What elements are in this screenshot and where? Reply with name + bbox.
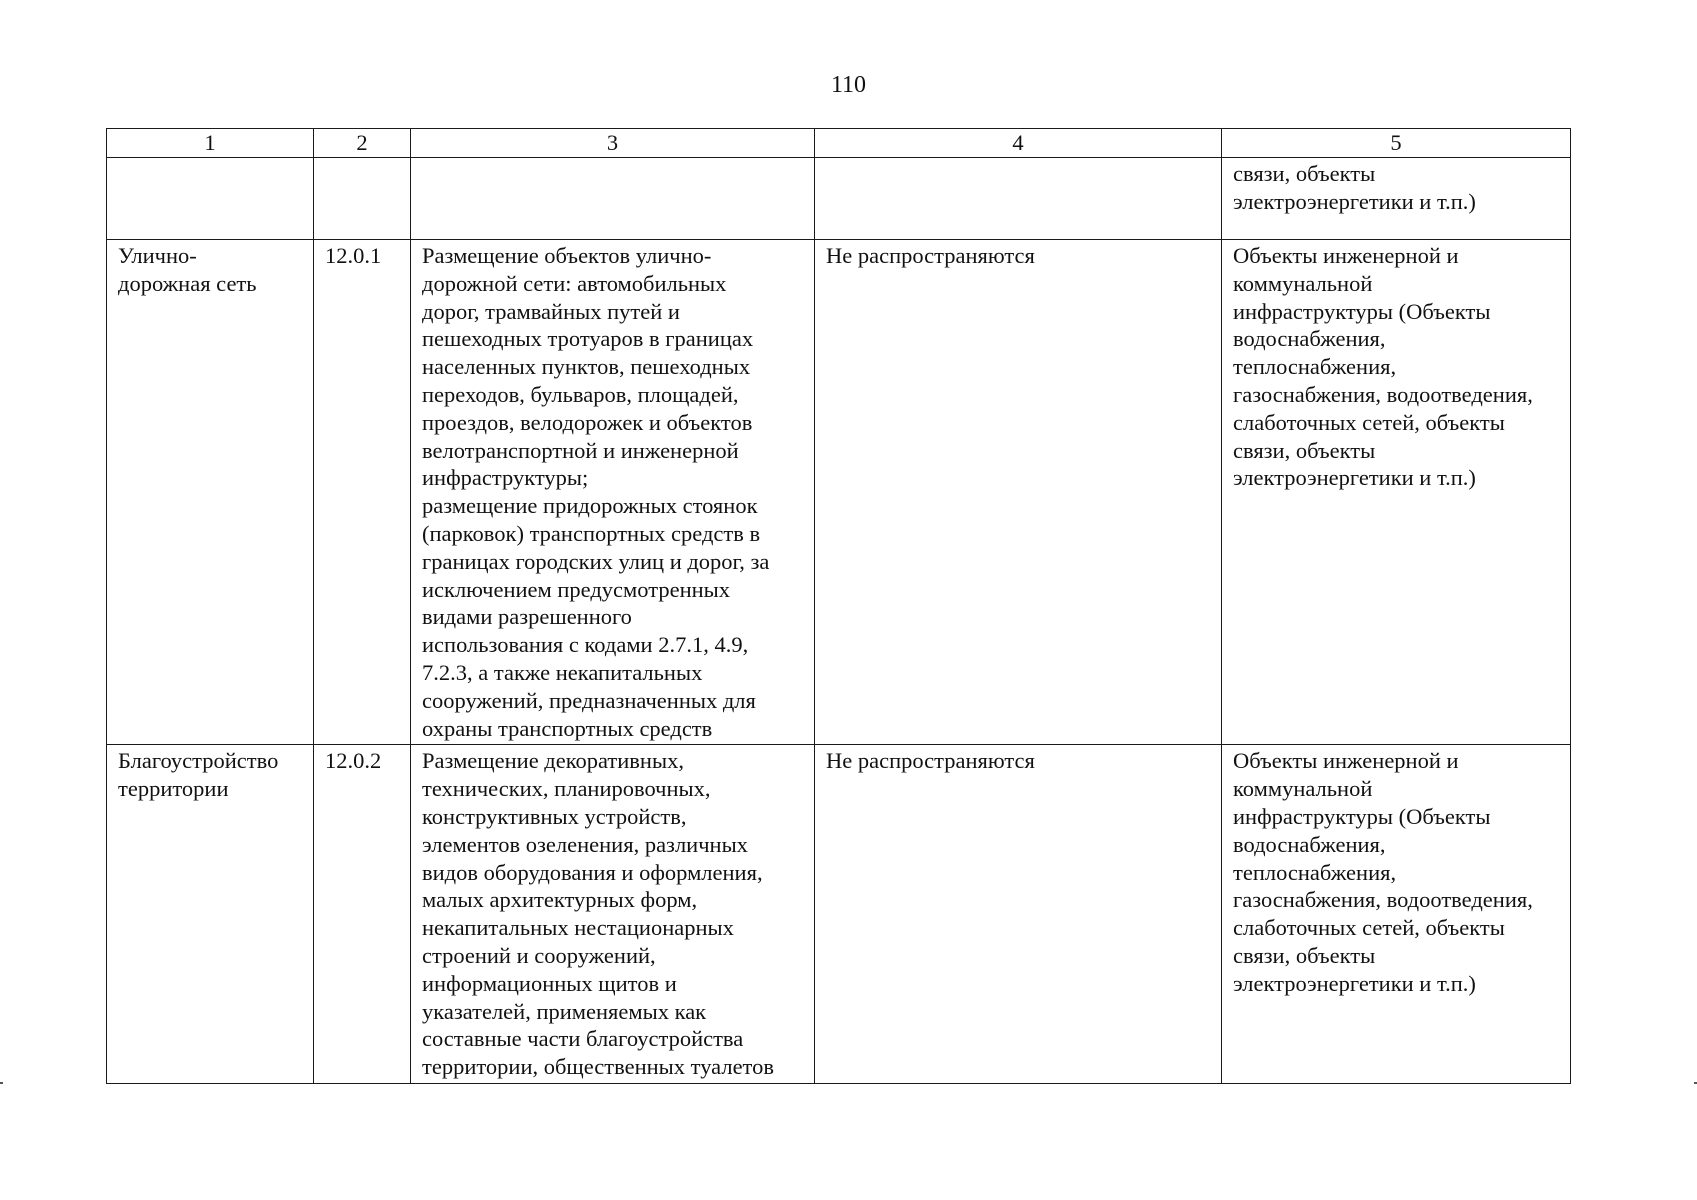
cell-objects: Объекты инженерной и коммунальной инфраструктуры (Объекты водоснабжения, теплоснабжения, газоснабжения, водоотведения, слаботочных сетей, объекты связи, объекты электроэнергетики и т.п.) (1222, 745, 1571, 1084)
cell-description: Размещение декоративных, технических, планировочных, конструктивных устройств, элементов озеленения, различных видов оборудования и оформления, малых архитектурных форм, некапитальных нестационарных строений и сооружений, информационных щитов и указателей, применяемых как составные части благоустройства территории, общественных туалетов (411, 745, 815, 1084)
regulations-table (106, 128, 1571, 1084)
cell-name: Благоустройство территории (107, 745, 314, 1084)
table-row (107, 745, 1571, 1084)
column-header-1: 1 (107, 129, 314, 158)
cell-limits: Не распространяются (815, 745, 1222, 1084)
cell-objects: связи, объекты электроэнергетики и т.п.) (1222, 158, 1571, 240)
table-row (107, 158, 1571, 240)
scan-edge-mark-left (0, 1082, 3, 1084)
page-number: 110 (830, 72, 867, 98)
cell-name (107, 158, 314, 240)
cell-limits: Не распространяются (815, 240, 1222, 745)
cell-code: 12.0.1 (314, 240, 411, 745)
cell-name: Улично- дорожная сеть (107, 240, 314, 745)
column-header-2: 2 (314, 129, 411, 158)
column-header-5: 5 (1222, 129, 1571, 158)
cell-description: Размещение объектов улично- дорожной сети: автомобильных дорог, трамвайных путей и пешеходных тротуаров в границах населенных пунктов, пешеходных переходов, бульваров, площадей, проездов, велодорожек и объектов велотранспортной и инженерной инфраструктуры; размещение придорожных стоянок (парковок) транспортных средств в границах городских улиц и дорог, за исключением предусмотренных видами разрешенного использования с кодами 2.7.1, 4.9, 7.2.3, а также некапитальных сооружений, предназначенных для охраны транспортных средств (411, 240, 815, 745)
table-header-row (107, 129, 1571, 158)
cell-code: 12.0.2 (314, 745, 411, 1084)
cell-objects: Объекты инженерной и коммунальной инфраструктуры (Объекты водоснабжения, теплоснабжения, газоснабжения, водоотведения, слаботочных сетей, объекты связи, объекты электроэнергетики и т.п.) (1222, 240, 1571, 745)
column-header-3: 3 (411, 129, 815, 158)
cell-description (411, 158, 815, 240)
table-row (107, 240, 1571, 745)
cell-limits (815, 158, 1222, 240)
column-header-4: 4 (815, 129, 1222, 158)
cell-code (314, 158, 411, 240)
